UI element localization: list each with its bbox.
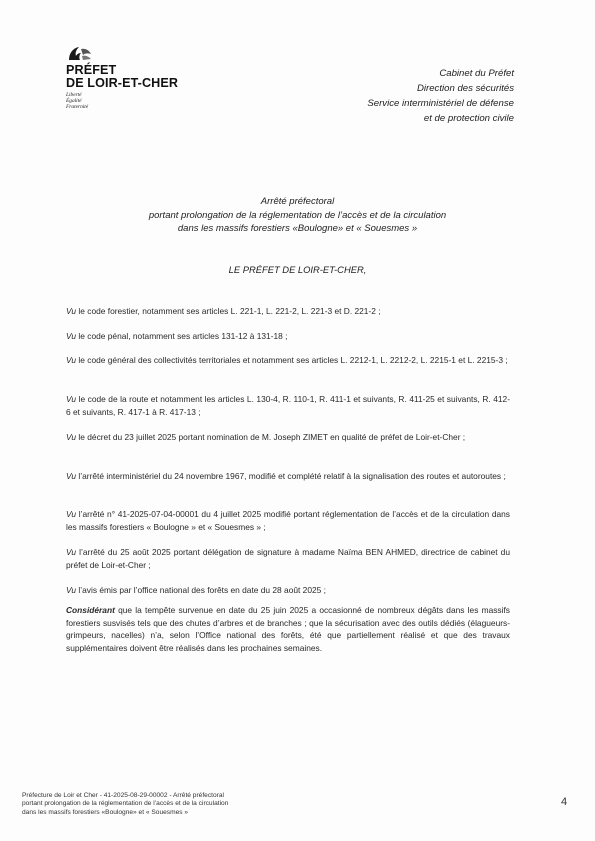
visa-lead: Vu (66, 394, 77, 404)
motto-egalite: Égalité (66, 98, 82, 105)
visa-prior-order (66, 508, 510, 533)
visa-penal-code (66, 330, 510, 343)
direction-line: Direction des sécurités (416, 83, 514, 94)
considering-text: que la tempête survenue en date du 25 juin 2025 a occasionné de nombreux dégâts dans les massifs forestiers susvisés tels que des chutes d’arbres et de branches ; que la sécurisation avec des outils dédiés (élagueurs-grimpeurs, nacelles) n’a, selon l’Office national des forêts, été que partiellement réalisé et que des travaux supplémentaires doivent être réalisés dans les prochaines semaines. (66, 605, 510, 653)
service-line-cont: et de protection civile (423, 113, 514, 124)
footer-line-1: Préfecture de Loir et Cher - 41-2025-08-29-00002 - Arrêté préfectoral (22, 792, 224, 799)
visa-local-authorities-code (66, 354, 510, 367)
visa-lead: Vu (66, 432, 77, 442)
marianne-icon (67, 46, 93, 61)
prefet-title (66, 64, 196, 90)
visa-lead: Vu (66, 355, 77, 365)
visa-nomination-decree (66, 431, 510, 444)
visa-text: l’avis émis par l’office national des forêts en date du 28 août 2025 ; (76, 585, 326, 595)
visa-lead: Vu (66, 547, 77, 557)
cabinet-line: Cabinet du Préfet (439, 68, 514, 79)
decree-title (80, 195, 515, 236)
visa-text: le code pénal, notamment ses articles 131-12 à 131-18 ; (76, 331, 288, 341)
title-line-2: portant prolongation de la réglementation de l’accès et de la circulation (148, 209, 447, 221)
title-line-1: Arrêté préfectoral (260, 196, 335, 207)
visa-text: l’arrêté n° 41-2025-07-04-00001 du 4 juillet 2025 modifié portant réglementation de l’accès et de la circulation dans les massifs forestiers « Boulogne » et « Souesmes » ; (66, 509, 510, 532)
issuing-authority: LE PRÉFET DE LOIR-ET-CHER, (228, 264, 367, 275)
visa-delegation-order (66, 546, 510, 571)
considering-storm (66, 604, 510, 654)
footer-line-3: dans les massifs forestiers «Boulogne» et « Souesmes » (22, 808, 189, 816)
visa-text: l’arrêté interministériel du 24 novembre 1967, modifié et complété relatif à la signalisation des routes et autoroutes ; (76, 471, 506, 481)
visa-lead: Vu (66, 471, 77, 481)
visa-text: le code forestier, notamment ses articles L. 221-1, L. 221-2, L. 221-3 et D. 221-2 ; (76, 306, 381, 316)
visa-lead: Vu (66, 509, 77, 519)
prefecture-logo (66, 46, 196, 111)
visa-text: le décret du 23 juillet 2025 portant nomination de M. Joseph ZIMET en qualité de préfet de Loir-et-Cher ; (76, 432, 466, 442)
visa-signage-order (66, 470, 510, 483)
visa-lead: Vu (66, 306, 77, 316)
prefet-line-1: PRÉFET (66, 63, 117, 77)
visa-text: le code général des collectivités territoriales et notamment ses articles L. 2212-1, L. 2212-2, L. 2215-1 et L. 2215-3 ; (76, 355, 508, 365)
prefet-line-2: DE LOIR-ET-CHER (66, 76, 179, 90)
considering-lead: Considérant (66, 605, 115, 615)
issuing-service (274, 66, 514, 126)
visa-text: le code de la route et notamment les articles L. 130-4, R. 110-1, R. 411-1 et suivants, R. 411-25 et suivants, R. 412-6 et suivants, R. 417-1 à R. 417-13 ; (66, 394, 510, 417)
title-line-3: dans les massifs forestiers «Boulogne» et « Souesmes » (177, 223, 418, 234)
page-footer (22, 792, 362, 817)
visa-forest-code (66, 305, 510, 318)
visa-highway-code (66, 393, 510, 418)
republic-motto (66, 92, 196, 111)
motto-liberte: Liberté (66, 92, 82, 98)
footer-line-2: portant prolongation de la réglementation de l’accès et de la circulation (22, 800, 229, 808)
service-line: Service interministériel de défense (367, 98, 514, 109)
visa-onf-opinion (66, 584, 510, 597)
motto-fraternite: Fraternité (66, 104, 89, 111)
visa-lead: Vu (66, 331, 77, 341)
visa-lead: Vu (66, 585, 77, 595)
page-number: 4 (561, 796, 568, 808)
visa-text: l’arrêté du 25 août 2025 portant délégation de signature à madame Naïma BEN AHMED, directrice de cabinet du préfet de Loir-et-Cher ; (66, 547, 510, 570)
